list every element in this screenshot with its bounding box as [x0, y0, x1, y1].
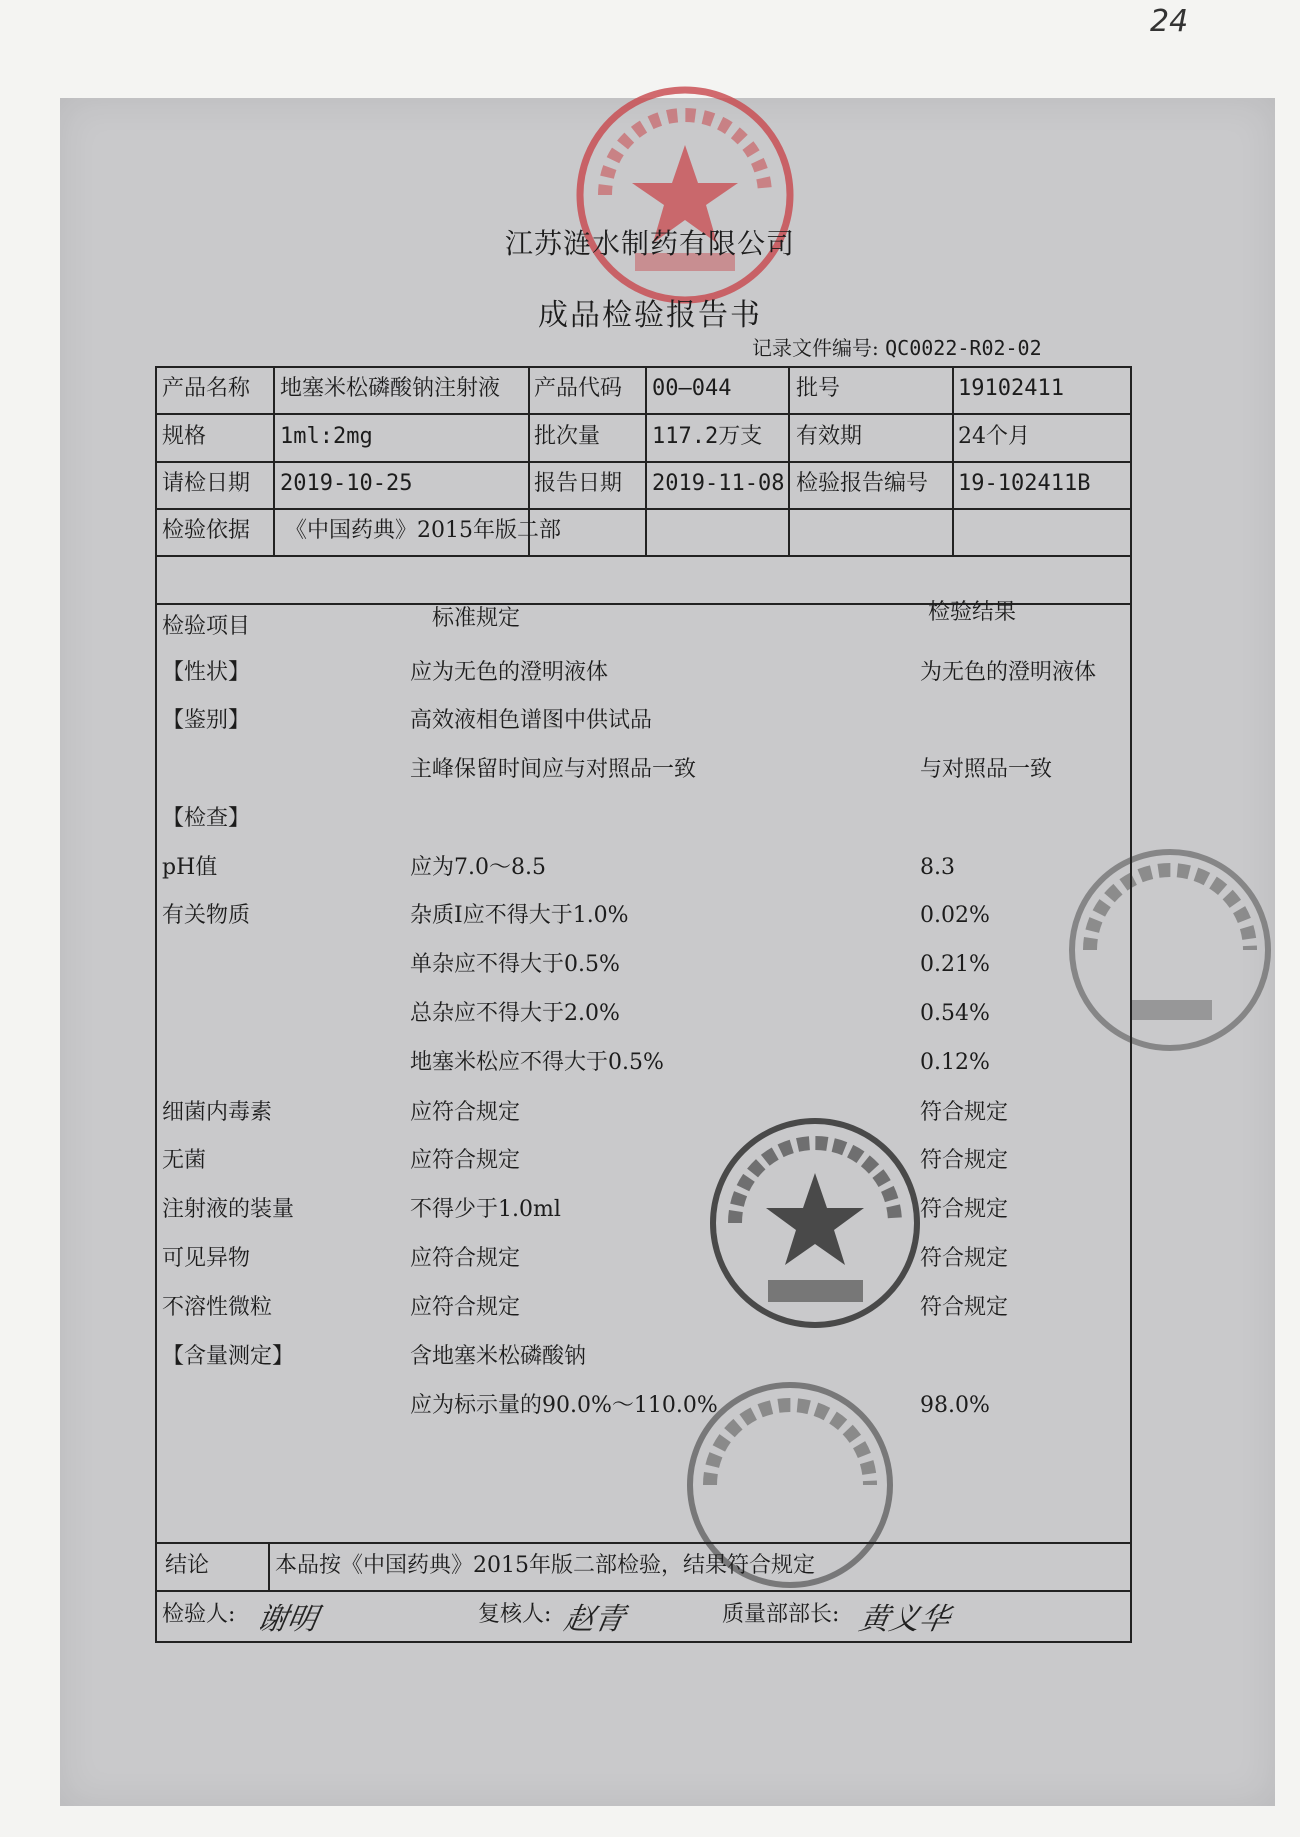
product-name: 地塞米松磷酸钠注射液: [280, 376, 501, 401]
report-number-label: 检验报告编号: [796, 471, 929, 496]
batch-number: 19102411: [958, 376, 1064, 401]
row-result: 98.0%: [920, 1393, 990, 1418]
row-standard: 应符合规定: [410, 1246, 521, 1271]
reviewer-label: 复核人:: [478, 1602, 552, 1627]
row-result: 0.21%: [920, 952, 990, 977]
company-qc-seal-top: [565, 75, 805, 315]
rule: [155, 461, 1132, 463]
rule: [788, 366, 790, 556]
row-result: 符合规定: [920, 1148, 1009, 1173]
spec: 1ml:2mg: [280, 424, 373, 449]
column-header-result: 检验结果: [928, 600, 1017, 625]
page-number-mark: 24: [1150, 4, 1189, 39]
record-number: [752, 332, 1042, 361]
row-item: 不溶性微粒: [162, 1295, 273, 1320]
conclusion-label: 结论: [165, 1553, 210, 1578]
row-item: 注射液的装量: [162, 1197, 295, 1222]
batch-size: 117.2万支: [652, 424, 763, 449]
row-item: 无菌: [162, 1148, 207, 1173]
row-item: pH值: [162, 855, 218, 880]
row-item: 可见异物: [162, 1246, 251, 1271]
rule: [273, 366, 275, 556]
rule: [155, 555, 1132, 557]
row-standard: 应符合规定: [410, 1295, 521, 1320]
row-standard: 含地塞米松磷酸钠: [410, 1344, 587, 1369]
row-item: 【性状】: [162, 660, 251, 685]
row-result: 与对照品一致: [920, 757, 1053, 782]
inspector-label: 检验人:: [162, 1602, 236, 1627]
row-standard: 应符合规定: [410, 1100, 521, 1125]
row-result: 符合规定: [920, 1295, 1009, 1320]
product-code: 00—044: [652, 376, 732, 401]
row-standard: 总杂应不得大于2.0%: [410, 1001, 620, 1026]
column-header-standard: 标准规定: [432, 606, 521, 631]
record-number-value: QC0022-R02-02: [885, 336, 1042, 360]
validity-label: 有效期: [796, 424, 863, 449]
reviewer-signature: 赵青: [561, 1602, 628, 1637]
row-result: 0.54%: [920, 1001, 990, 1026]
row-result: 8.3: [920, 855, 955, 880]
row-item: 有关物质: [162, 903, 251, 928]
basis: 《中国药典》2015年版二部: [285, 518, 561, 543]
report-date-label: 报告日期: [534, 471, 623, 496]
row-standard: 高效液相色谱图中供试品: [410, 708, 653, 733]
basis-label: 检验依据: [162, 518, 251, 543]
column-header-item: 检验项目: [162, 614, 251, 639]
row-result: 为无色的澄明液体: [920, 660, 1097, 685]
batch-label: 批号: [796, 376, 841, 401]
rule: [155, 1590, 1132, 1592]
rule: [645, 366, 647, 556]
product-name-label: 产品名称: [162, 376, 251, 401]
conclusion-text: 本品按《中国药典》2015年版二部检验，结果符合规定: [275, 1553, 815, 1578]
rule: [155, 1542, 1132, 1544]
row-item: 【鉴别】: [162, 708, 251, 733]
row-standard: 单杂应不得大于0.5%: [410, 952, 620, 977]
inspector-signature: 谢明: [254, 1602, 321, 1637]
rule: [268, 1542, 270, 1590]
company-name: 江苏涟水制药有限公司: [504, 227, 795, 260]
validity: 24个月: [958, 424, 1030, 449]
row-standard: 不得少于1.0ml: [410, 1197, 561, 1222]
qa-head-signature: 黄义华: [856, 1602, 953, 1637]
report-number: 19-102411B: [958, 471, 1091, 496]
row-standard: 主峰保留时间应与对照品一致: [410, 757, 697, 782]
request-date-label: 请检日期: [162, 471, 251, 496]
row-standard: 应为标示量的90.0%～110.0%: [410, 1393, 718, 1418]
row-item: 细菌内毒素: [162, 1100, 273, 1125]
row-standard: 杂质Ⅰ应不得大于1.0%: [410, 903, 629, 928]
batch-size-label: 批次量: [534, 424, 601, 449]
rule: [155, 413, 1132, 415]
row-standard: 应为7.0～8.5: [410, 855, 546, 880]
product-code-label: 产品代码: [534, 376, 623, 401]
row-result: 0.02%: [920, 903, 990, 928]
row-result: 0.12%: [920, 1050, 990, 1075]
row-standard: 应为无色的澄明液体: [410, 660, 609, 685]
request-date: 2019-10-25: [280, 471, 413, 496]
row-result: 符合规定: [920, 1100, 1009, 1125]
row-result: 符合规定: [920, 1197, 1009, 1222]
record-number-label: 记录文件编号:: [752, 336, 879, 360]
row-standard: 地塞米松应不得大于0.5%: [410, 1050, 664, 1075]
report-title: 成品检验报告书: [538, 298, 762, 333]
row-item: 【含量测定】: [162, 1344, 295, 1369]
qa-head-label: 质量部部长:: [722, 1602, 840, 1627]
rule: [155, 508, 1132, 510]
report-date: 2019-11-08: [652, 471, 785, 496]
row-item: 【检查】: [162, 806, 251, 831]
row-result: 符合规定: [920, 1246, 1009, 1271]
spec-label: 规格: [162, 424, 207, 449]
row-standard: 应符合规定: [410, 1148, 521, 1173]
rule: [952, 366, 954, 556]
